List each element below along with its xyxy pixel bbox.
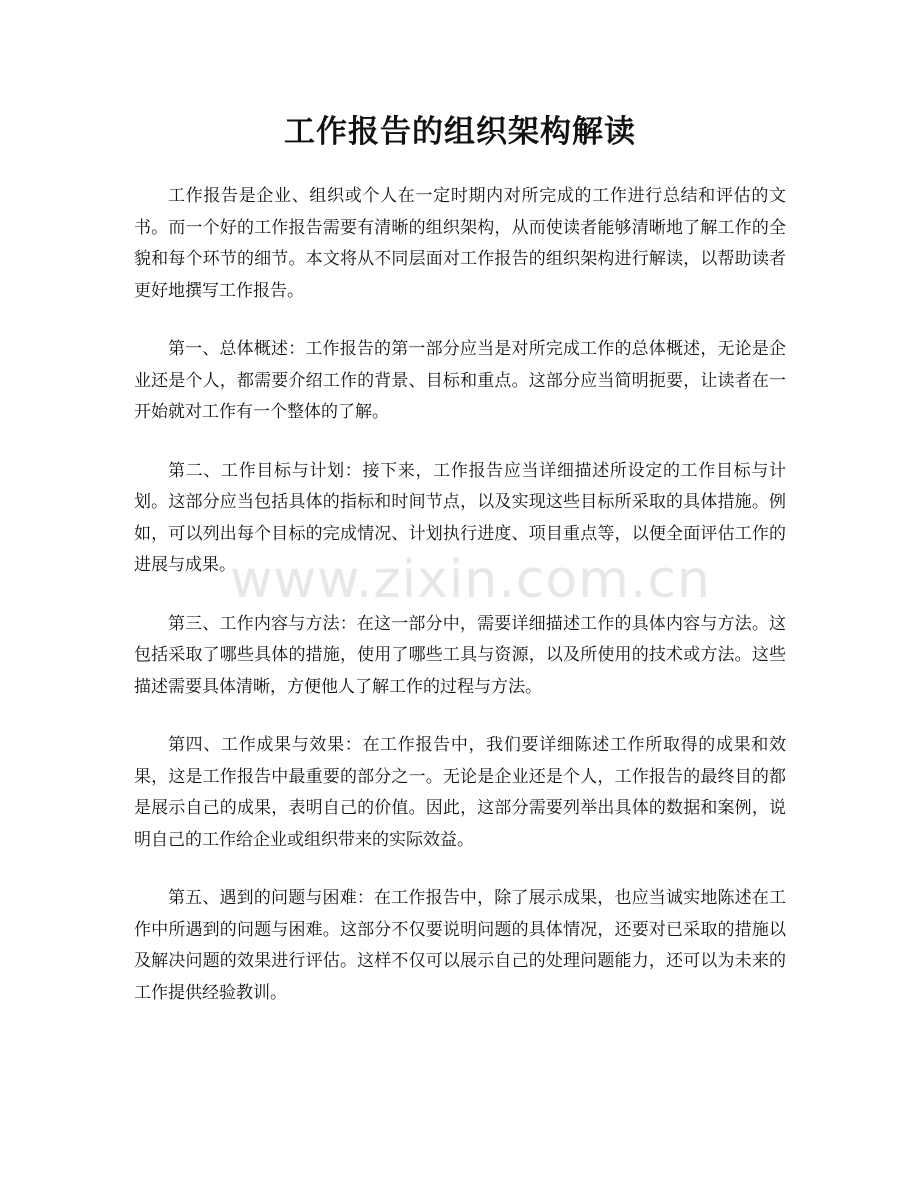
document-body [134, 181, 786, 1036]
paragraph-section-3: 第三、工作内容与方法：在这一部分中，需要详细描述工作的具体内容与方法。这包括采取了哪些具体的措施，使用了哪些工具与资源，以及所使用的技术或方法。这些描述需要具体清晰，方便他人了解工作的过程与方法。 [134, 613, 786, 697]
paragraph-section-2: 第二、工作目标与计划：接下来，工作报告应当详细描述所设定的工作目标与计划。这部分应当包括具体的指标和时间节点，以及实现这些目标所采取的具体措施。例如，可以列出每个目标的完成情况、计划执行进度、项目重点等，以便全面评估工作的进展与成果。 [134, 460, 786, 575]
document-title: 工作报告的组织架构解读 [284, 114, 636, 150]
paragraph-section-5: 第五、遇到的问题与困难：在工作报告中，除了展示成果，也应当诚实地陈述在工作中所遇到的问题与困难。这部分不仅要说明问题的具体情况，还要对已采取的措施以及解决问题的效果进行评估。这样不仅可以展示自己的处理问题能力，还可以为未来的工作提供经验教训。 [134, 888, 786, 1003]
paragraph-section-4: 第四、工作成果与效果：在工作报告中，我们要详细陈述工作所取得的成果和效果，这是工作报告中最重要的部分之一。无论是企业还是个人，工作报告的最终目的都是展示自己的成果，表明自己的价值。因此，这部分需要列举出具体的数据和案例，说明自己的工作给企业或组织带来的实际效益。 [134, 735, 786, 850]
watermark: www.zixin.com.cn [230, 550, 711, 610]
paragraph-section-1: 第一、总体概述：工作报告的第一部分应当是对所完成工作的总体概述，无论是企业还是个人，都需要介绍工作的背景、目标和重点。这部分应当简明扼要，让读者在一开始就对工作有一个整体的了解。 [134, 339, 786, 422]
paragraph-intro: 工作报告是企业、组织或个人在一定时期内对所完成的工作进行总结和评估的文书。而一个好的工作报告需要有清晰的组织架构，从而使读者能够清晰地了解工作的全貌和每个环节的细节。本文将从不同层面对工作报告的组织架构进行解读，以帮助读者更好地撰写工作报告。 [134, 186, 786, 301]
